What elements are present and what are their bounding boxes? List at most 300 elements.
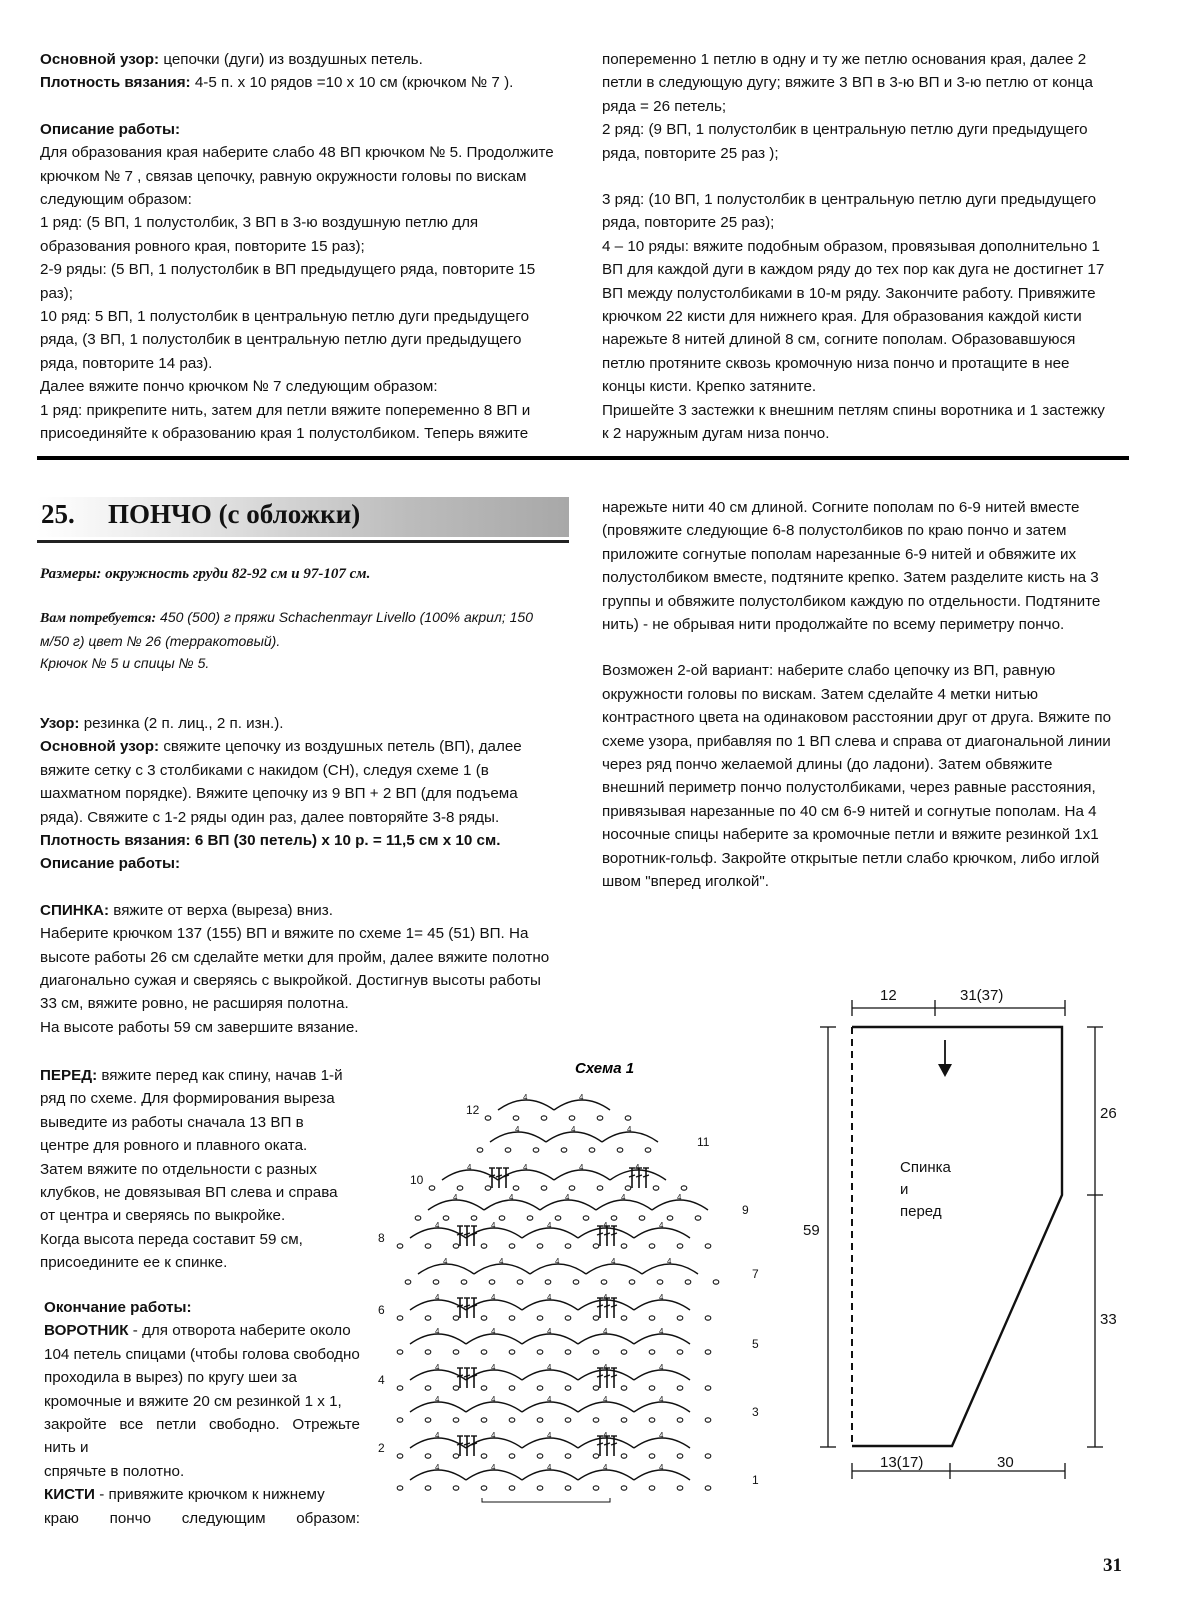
- chain-stitch: [537, 1350, 543, 1354]
- row-label: 6: [378, 1303, 385, 1317]
- chain-stitch: [537, 1316, 543, 1320]
- chain-stitch: [593, 1454, 599, 1458]
- text-line: образования ровного края, повторите 15 раз);: [40, 237, 365, 255]
- chain-stitch: [561, 1148, 567, 1152]
- row-label: 7: [752, 1267, 759, 1281]
- arc-count: 4: [677, 1193, 682, 1202]
- text-line: 1 ряд: (5 ВП, 1 полустолбик, 3 ВП в 3-ю воздушную петлю для: [40, 214, 479, 232]
- row-label: 9: [742, 1203, 749, 1217]
- materials-line: м/50 г) цвет № 26 (терракотовый).: [40, 633, 281, 649]
- description-heading: Описание работы:: [40, 120, 181, 138]
- double-crochet: [604, 1305, 610, 1307]
- chain-stitch: [433, 1280, 439, 1284]
- chain-stitch: [457, 1186, 463, 1190]
- text-line: 33 см, вяжите ровно, не расширяя полотна.: [40, 995, 349, 1013]
- text-line: нить) - не обрывая нити продолжайте по всему периметру пончо.: [602, 616, 1065, 634]
- top-right-column: [602, 48, 1125, 446]
- chain-stitch: [509, 1244, 515, 1248]
- arc-count: 4: [435, 1463, 440, 1472]
- chain-stitch: [505, 1148, 511, 1152]
- arc-count: 4: [603, 1293, 608, 1302]
- text-line: петлю протяните сквозь кромочную низа пончо и протащите в нее: [602, 354, 1070, 372]
- chain-stitch: [481, 1386, 487, 1390]
- text-line: 2-9 ряды: (5 ВП, 1 полустолбик в ВП предыдущего ряда, повторите 15: [40, 261, 536, 279]
- chain-stitch: [705, 1316, 711, 1320]
- arc-count: 4: [491, 1363, 496, 1372]
- chain-stitch: [425, 1350, 431, 1354]
- text-line: Затем вяжите по отдельности с разных: [40, 1160, 317, 1178]
- text-line: закройте все петли свободно. Отрежьте нить и: [44, 1416, 360, 1457]
- arc-count: 4: [579, 1163, 584, 1172]
- chain-stitch: [453, 1386, 459, 1390]
- chain-stitch: [593, 1350, 599, 1354]
- chain-stitch: [597, 1116, 603, 1120]
- arc-count: 4: [435, 1363, 440, 1372]
- chain-stitch: [481, 1454, 487, 1458]
- text-line: шахматном порядке). Вяжите цепочку из 9 ВП + 2 ВП (для подъема: [40, 785, 518, 803]
- arc-count: 4: [435, 1221, 440, 1230]
- chain-stitch: [541, 1186, 547, 1190]
- chain-stitch: [629, 1280, 635, 1284]
- text-line: воротник-гольф. Закройте открытые петли слабо крючком, либо иглой: [602, 849, 1100, 867]
- arc-count: 4: [443, 1257, 448, 1266]
- arc-count: 4: [547, 1463, 552, 1472]
- text: 4-5 п. х 10 рядов =10 х 10 см (крючком № 7 ).: [190, 74, 514, 92]
- chain-stitch: [705, 1486, 711, 1490]
- chain-stitch: [425, 1486, 431, 1490]
- chain-stitch: [653, 1186, 659, 1190]
- text-line: контрастного цвета на одинаковом расстоянии друг от друга. Вяжите по: [602, 709, 1112, 727]
- chain-stitch: [397, 1418, 403, 1422]
- arc-count: 4: [491, 1327, 496, 1336]
- chain-stitch: [705, 1386, 711, 1390]
- chain-stitch: [429, 1186, 435, 1190]
- double-crochet: [604, 1443, 610, 1445]
- arc-count: 4: [565, 1193, 570, 1202]
- chain-stitch: [537, 1244, 543, 1248]
- piece-label: перед: [900, 1203, 942, 1220]
- dim-bottom-right: 30: [997, 1454, 1014, 1471]
- chain-stitch: [509, 1486, 515, 1490]
- chain-stitch: [625, 1116, 631, 1120]
- arc-count: 4: [667, 1257, 672, 1266]
- text-line: ВП между полустолбиками в 10-м ряду. Закончите работу. Привяжите: [602, 284, 1096, 302]
- text-line: Для образования края наберите слабо 48 ВП крючком № 5. Продолжите: [40, 144, 554, 162]
- text-line: петли в следующую дугу; вяжите 3 ВП в 3-ю ВП и 3-ю петлю от конца: [602, 74, 1093, 92]
- double-crochet: [464, 1375, 470, 1377]
- chain-stitch: [513, 1186, 519, 1190]
- double-crochet: [629, 1175, 635, 1177]
- chain-stitch: [425, 1418, 431, 1422]
- double-crochet: [464, 1443, 470, 1445]
- arc-count: 4: [491, 1293, 496, 1302]
- chain-stitch: [425, 1386, 431, 1390]
- chain-stitch: [705, 1350, 711, 1354]
- arc-count: 4: [603, 1431, 608, 1440]
- double-crochet: [643, 1175, 649, 1177]
- chain-stitch: [453, 1486, 459, 1490]
- arc-count: 4: [635, 1163, 640, 1172]
- piece-label: и: [900, 1181, 909, 1198]
- arc-count: 4: [435, 1395, 440, 1404]
- pattern-line: [40, 48, 568, 71]
- text-line: СПИНКА: вяжите от верха (выреза) вниз.: [40, 901, 333, 919]
- text-line: от центра и сверяясь по выкройке.: [40, 1207, 286, 1225]
- chain-stitch: [509, 1418, 515, 1422]
- text-line: к 2 наружным дугам низа пончо.: [602, 425, 830, 443]
- arc-count: 4: [611, 1257, 616, 1266]
- chain-stitch: [597, 1186, 603, 1190]
- chain-stitch: [425, 1454, 431, 1458]
- arc-count: 4: [571, 1125, 576, 1134]
- chain-stitch: [565, 1316, 571, 1320]
- arc-count: 4: [491, 1431, 496, 1440]
- chain-stitch: [453, 1316, 459, 1320]
- arrow-head-icon: [938, 1064, 952, 1077]
- arc-count: 4: [435, 1293, 440, 1302]
- text-line: ряда, (3 ВП, 1 полустолбик в центральную петлю дуги предыдущего: [40, 331, 522, 349]
- arc-count: 4: [659, 1293, 664, 1302]
- chain-stitch: [453, 1244, 459, 1248]
- materials: [40, 606, 570, 674]
- text-line: привязывая нарезанные по 40 см 6-9 нитей и согнутые пополам. На 4: [602, 802, 1097, 820]
- double-crochet: [604, 1233, 610, 1235]
- chain-stitch: [593, 1244, 599, 1248]
- text-line: 2 ряд: (9 ВП, 1 полустолбик в центральную петлю дуги предыдущего: [602, 121, 1088, 139]
- chain-stitch: [565, 1350, 571, 1354]
- chain-stitch: [569, 1116, 575, 1120]
- chain-stitch: [481, 1350, 487, 1354]
- text-line: крючком 22 кисти для нижнего края. Для образования каждой кисти: [602, 308, 1082, 326]
- arc-count: 4: [547, 1431, 552, 1440]
- chain-stitch: [625, 1186, 631, 1190]
- label: Плотность вязания:: [40, 74, 191, 92]
- chain-stitch: [639, 1216, 645, 1220]
- dim-right-lower: 33: [1100, 1311, 1117, 1328]
- chain-stitch: [705, 1418, 711, 1422]
- arc-count: 4: [491, 1463, 496, 1472]
- arc-count: 4: [603, 1463, 608, 1472]
- text-line: краю пончо следующим образом:: [44, 1509, 360, 1527]
- chain-stitch: [537, 1418, 543, 1422]
- chain-stitch: [453, 1350, 459, 1354]
- text-line: схеме узора, прибавляя по 1 ВП слева и справа от диагональной линии: [602, 732, 1111, 750]
- double-crochet: [503, 1175, 509, 1177]
- chain-stitch: [425, 1244, 431, 1248]
- chain-stitch: [545, 1280, 551, 1284]
- chain-stitch: [621, 1244, 627, 1248]
- chain-stitch: [397, 1486, 403, 1490]
- text-line: Далее вяжите пончо крючком № 7 следующим образом:: [40, 378, 438, 396]
- chain-stitch: [677, 1418, 683, 1422]
- chain-stitch: [397, 1350, 403, 1354]
- text-line: Пришейте 3 застежки к внешним петлям спины воротника и 1 застежку: [602, 401, 1105, 419]
- text-line: попеременно 1 петлю в одну и ту же петлю основания края, далее 2: [602, 51, 1087, 68]
- chain-stitch: [617, 1148, 623, 1152]
- double-crochet: [597, 1375, 603, 1377]
- title-underline: [37, 540, 569, 543]
- chain-stitch: [677, 1386, 683, 1390]
- chain-stitch: [565, 1454, 571, 1458]
- chain-stitch: [589, 1148, 595, 1152]
- chain-stitch: [481, 1418, 487, 1422]
- chain-stitch: [649, 1244, 655, 1248]
- double-crochet: [604, 1375, 610, 1377]
- text-line: Когда высота переда составит 59 см,: [40, 1230, 303, 1248]
- text-line: центре для ровного и плавного оката.: [40, 1137, 308, 1155]
- chain-stitch: [705, 1454, 711, 1458]
- text-line: кромочные и вяжите 20 см резинкой 1 х 1,: [44, 1392, 342, 1410]
- double-crochet: [597, 1443, 603, 1445]
- right-body-column: [602, 496, 1125, 894]
- dim-bottom-left: 13(17): [880, 1454, 924, 1471]
- text-line: приложите согнутые пополам нарезанные 6-9 нитей и обвяжите их: [602, 545, 1077, 563]
- section-title: ПОНЧО (с обложки): [108, 499, 361, 529]
- chain-stitch: [481, 1316, 487, 1320]
- text-line: ВП для каждой дуги в каждом ряду до тех пор как дуга не достигнет 17: [602, 261, 1105, 279]
- materials-line: Крючок № 5 и спицы № 5.: [40, 655, 210, 671]
- double-crochet: [597, 1305, 603, 1307]
- double-crochet: [471, 1375, 477, 1377]
- chain-stitch: [397, 1454, 403, 1458]
- text-line: через ряд пончо желаемой длины (до ладони). Затем обвяжите: [602, 756, 1053, 774]
- text-line: присоединяйте к образованию края 1 полустолбиком. Теперь вяжите: [40, 425, 529, 443]
- arc-count: 4: [659, 1363, 664, 1372]
- text-line: клубков, не довязывая ВП слева и справа: [40, 1184, 338, 1202]
- arc-count: 4: [555, 1257, 560, 1266]
- chain-stitch: [509, 1386, 515, 1390]
- chain-stitch: [611, 1216, 617, 1220]
- chain-stitch: [621, 1350, 627, 1354]
- dim-right-upper: 26: [1100, 1105, 1117, 1122]
- density-line: [40, 71, 568, 94]
- chain-stitch: [481, 1244, 487, 1248]
- arc-count: 4: [435, 1327, 440, 1336]
- scheme-body: [397, 1093, 719, 1502]
- row-label: 8: [378, 1231, 385, 1245]
- chain-stitch: [621, 1454, 627, 1458]
- crochet-scheme: [370, 1052, 770, 1507]
- chain-stitch: [583, 1216, 589, 1220]
- scheme-title: Схема 1: [575, 1060, 635, 1077]
- chain-stitch: [593, 1486, 599, 1490]
- arc-count: 4: [523, 1163, 528, 1172]
- chain-stitch: [677, 1454, 683, 1458]
- text-line: высоте работы 26 см сделайте метки для пройм, далее вяжите полотно: [40, 948, 550, 966]
- chain-stitch: [461, 1280, 467, 1284]
- double-crochet: [464, 1305, 470, 1307]
- text: цепочки (дуги) из воздушных петель.: [159, 51, 423, 68]
- arc-count: 4: [547, 1327, 552, 1336]
- row-label: 11: [697, 1135, 710, 1149]
- garment-outline: [852, 1027, 1062, 1446]
- chain-stitch: [405, 1280, 411, 1284]
- arc-count: 4: [547, 1363, 552, 1372]
- text-line: ряда, повторите 14 раз).: [40, 354, 213, 372]
- text-line: На высоте работы 59 см завершите вязание.: [40, 1018, 359, 1036]
- text-line: ряда = 26 петель;: [602, 97, 727, 115]
- chain-stitch: [485, 1116, 491, 1120]
- chain-stitch: [509, 1316, 515, 1320]
- text-line: нарежьте нити 40 см длиной. Согните пополам по 6-9 нитей вместе: [602, 499, 1080, 516]
- text-line: проходила в вырез) по кругу шеи за: [44, 1369, 297, 1387]
- dim-top-right: 31(37): [960, 987, 1004, 1004]
- text-line: Основной узор: свяжите цепочку из воздушных петель (ВП), далее: [40, 738, 522, 756]
- chain-stitch: [397, 1244, 403, 1248]
- double-crochet: [611, 1443, 617, 1445]
- double-crochet: [471, 1233, 477, 1235]
- text-line: 4 – 10 ряды: вяжите подобным образом, провязывая дополнительно 1: [602, 237, 1100, 255]
- chain-stitch: [677, 1486, 683, 1490]
- arc-count: 4: [603, 1363, 608, 1372]
- arc-count: 4: [621, 1193, 626, 1202]
- dim-left-height: 59: [803, 1222, 820, 1239]
- chain-stitch: [649, 1486, 655, 1490]
- row-label: 5: [752, 1337, 759, 1351]
- chain-stitch: [713, 1280, 719, 1284]
- chain-stitch: [621, 1316, 627, 1320]
- double-crochet: [496, 1175, 502, 1177]
- text-line: 3 ряд: (10 ВП, 1 полустолбик в центральную петлю дуги предыдущего: [602, 191, 1097, 209]
- double-crochet: [636, 1175, 642, 1177]
- text-line: 104 петель спицами (чтобы голова свободно: [44, 1345, 360, 1363]
- chain-stitch: [649, 1350, 655, 1354]
- text-line: группы и обвяжите полустолбиком каждую по отдельности. Подтяните: [602, 592, 1101, 610]
- arc-count: 4: [659, 1463, 664, 1472]
- chain-stitch: [537, 1486, 543, 1490]
- text-line: КИСТИ - привяжите крючком к нижнему: [44, 1486, 325, 1504]
- section-divider: [37, 456, 1129, 460]
- text-line: концы кисти. Крепко затяните.: [602, 378, 817, 396]
- finish-section: [44, 1296, 360, 1530]
- double-crochet: [611, 1375, 617, 1377]
- double-crochet: [611, 1233, 617, 1235]
- text-line: ряда, повторите 25 раз );: [602, 144, 779, 162]
- arc-count: 4: [547, 1293, 552, 1302]
- arc-count: 4: [603, 1395, 608, 1404]
- text-line: швом "вперед иголкой".: [602, 873, 769, 891]
- text-line: выведите из работы сначала 13 ВП в: [40, 1113, 304, 1131]
- text-line: спрячьте в полотно.: [44, 1462, 185, 1480]
- row-label: 3: [752, 1405, 759, 1419]
- double-crochet: [611, 1305, 617, 1307]
- chain-stitch: [593, 1316, 599, 1320]
- row-label: 10: [410, 1173, 424, 1187]
- text-line: ВОРОТНИК - для отворота наберите около: [44, 1322, 351, 1340]
- chain-stitch: [489, 1280, 495, 1284]
- text-line: ряда). Свяжите с 1-2 ряды один раз, далее повторяйте 3-8 ряды.: [40, 808, 500, 826]
- text-line: диагонально сужая и сверяясь с выкройкой. Достигнув высоты работы: [40, 972, 541, 990]
- density-line: Плотность вязания: 6 ВП (30 петель) х 10 р. = 11,5 см х 10 см.: [40, 832, 501, 850]
- chain-stitch: [649, 1386, 655, 1390]
- chain-stitch: [415, 1216, 421, 1220]
- chain-stitch: [593, 1386, 599, 1390]
- arc-count: 4: [435, 1431, 440, 1440]
- finish-heading: Окончание работы:: [44, 1299, 192, 1316]
- chain-stitch: [533, 1148, 539, 1152]
- front-section: [40, 1064, 358, 1275]
- chain-stitch: [565, 1244, 571, 1248]
- page-number: 31: [1103, 1555, 1122, 1576]
- section-number: 25.: [41, 499, 75, 529]
- text-line: нарежьте 8 нитей длиной 8 см, согните пополам. Образовавшуюся: [602, 331, 1076, 349]
- chain-stitch: [499, 1216, 505, 1220]
- chain-stitch: [705, 1244, 711, 1248]
- text-line: носочные спицы наберите за кромочные петли и вяжите резинкой 1х1: [602, 826, 1099, 844]
- chain-stitch: [453, 1418, 459, 1422]
- top-left-column: [40, 48, 568, 446]
- double-crochet: [471, 1443, 477, 1445]
- chain-stitch: [453, 1454, 459, 1458]
- arc-count: 4: [491, 1395, 496, 1404]
- arc-count: 4: [659, 1327, 664, 1336]
- chain-stitch: [565, 1386, 571, 1390]
- chain-stitch: [537, 1454, 543, 1458]
- arc-count: 4: [453, 1193, 458, 1202]
- arc-count: 4: [627, 1125, 632, 1134]
- chain-stitch: [649, 1418, 655, 1422]
- arc-count: 4: [603, 1327, 608, 1336]
- text-line: ряда, повторите 25 раз);: [602, 214, 775, 232]
- chain-stitch: [527, 1216, 533, 1220]
- chain-stitch: [565, 1418, 571, 1422]
- chain-stitch: [645, 1148, 651, 1152]
- text-line: внешний периметр пончо полустолбиками, через равные расстояния,: [602, 779, 1096, 797]
- chain-stitch: [481, 1486, 487, 1490]
- sizes-line: Размеры: окружность груди 82-92 см и 97-107 см.: [40, 566, 371, 582]
- arc-count: 4: [579, 1093, 584, 1102]
- arc-count: 4: [499, 1257, 504, 1266]
- chain-stitch: [485, 1186, 491, 1190]
- chain-stitch: [471, 1216, 477, 1220]
- description-heading: Описание работы:: [40, 855, 181, 873]
- text-line: 10 ряд: 5 ВП, 1 полустолбик в центральную петлю дуги предыдущего: [40, 308, 530, 326]
- text-line: ПЕРЕД: вяжите перед как спину, начав 1-й: [40, 1067, 343, 1084]
- arc-count: 4: [491, 1221, 496, 1230]
- double-crochet: [471, 1305, 477, 1307]
- chain-stitch: [509, 1350, 515, 1354]
- repeat-bracket: [482, 1498, 610, 1502]
- chain-stitch: [681, 1186, 687, 1190]
- text-line: 1 ряд: прикрепите нить, затем для петли вяжите попеременно 8 ВП и: [40, 401, 531, 419]
- row-label: 2: [378, 1441, 385, 1455]
- chain-stitch: [667, 1216, 673, 1220]
- dim-top-left: 12: [880, 987, 897, 1004]
- text-line: раз);: [40, 284, 73, 302]
- label: Основной узор:: [40, 51, 160, 68]
- chain-stitch: [537, 1386, 543, 1390]
- row-label: 1: [752, 1473, 759, 1487]
- pattern-diagram: [790, 980, 1135, 1500]
- materials-label: Вам потребуется:: [40, 611, 157, 626]
- text-line: Наберите крючком 137 (155) ВП и вяжите по схеме 1= 45 (51) ВП. На: [40, 925, 529, 943]
- text-line: вяжите сетку с 3 столбиками с накидом (СН), следуя схеме 1 (в: [40, 761, 489, 779]
- chain-stitch: [565, 1486, 571, 1490]
- double-crochet: [464, 1233, 470, 1235]
- arc-count: 4: [523, 1093, 528, 1102]
- arc-count: 4: [547, 1221, 552, 1230]
- chain-stitch: [397, 1316, 403, 1320]
- piece-label: Спинка: [900, 1159, 951, 1176]
- arc-count: 4: [659, 1395, 664, 1404]
- pattern-line: Узор: резинка (2 п. лиц., 2 п. изн.).: [40, 715, 284, 732]
- chain-stitch: [695, 1216, 701, 1220]
- chain-stitch: [657, 1280, 663, 1284]
- arc-count: 4: [547, 1395, 552, 1404]
- chain-stitch: [593, 1418, 599, 1422]
- row-label: 4: [378, 1373, 385, 1387]
- text-line: присоедините ее к спинке.: [40, 1254, 228, 1272]
